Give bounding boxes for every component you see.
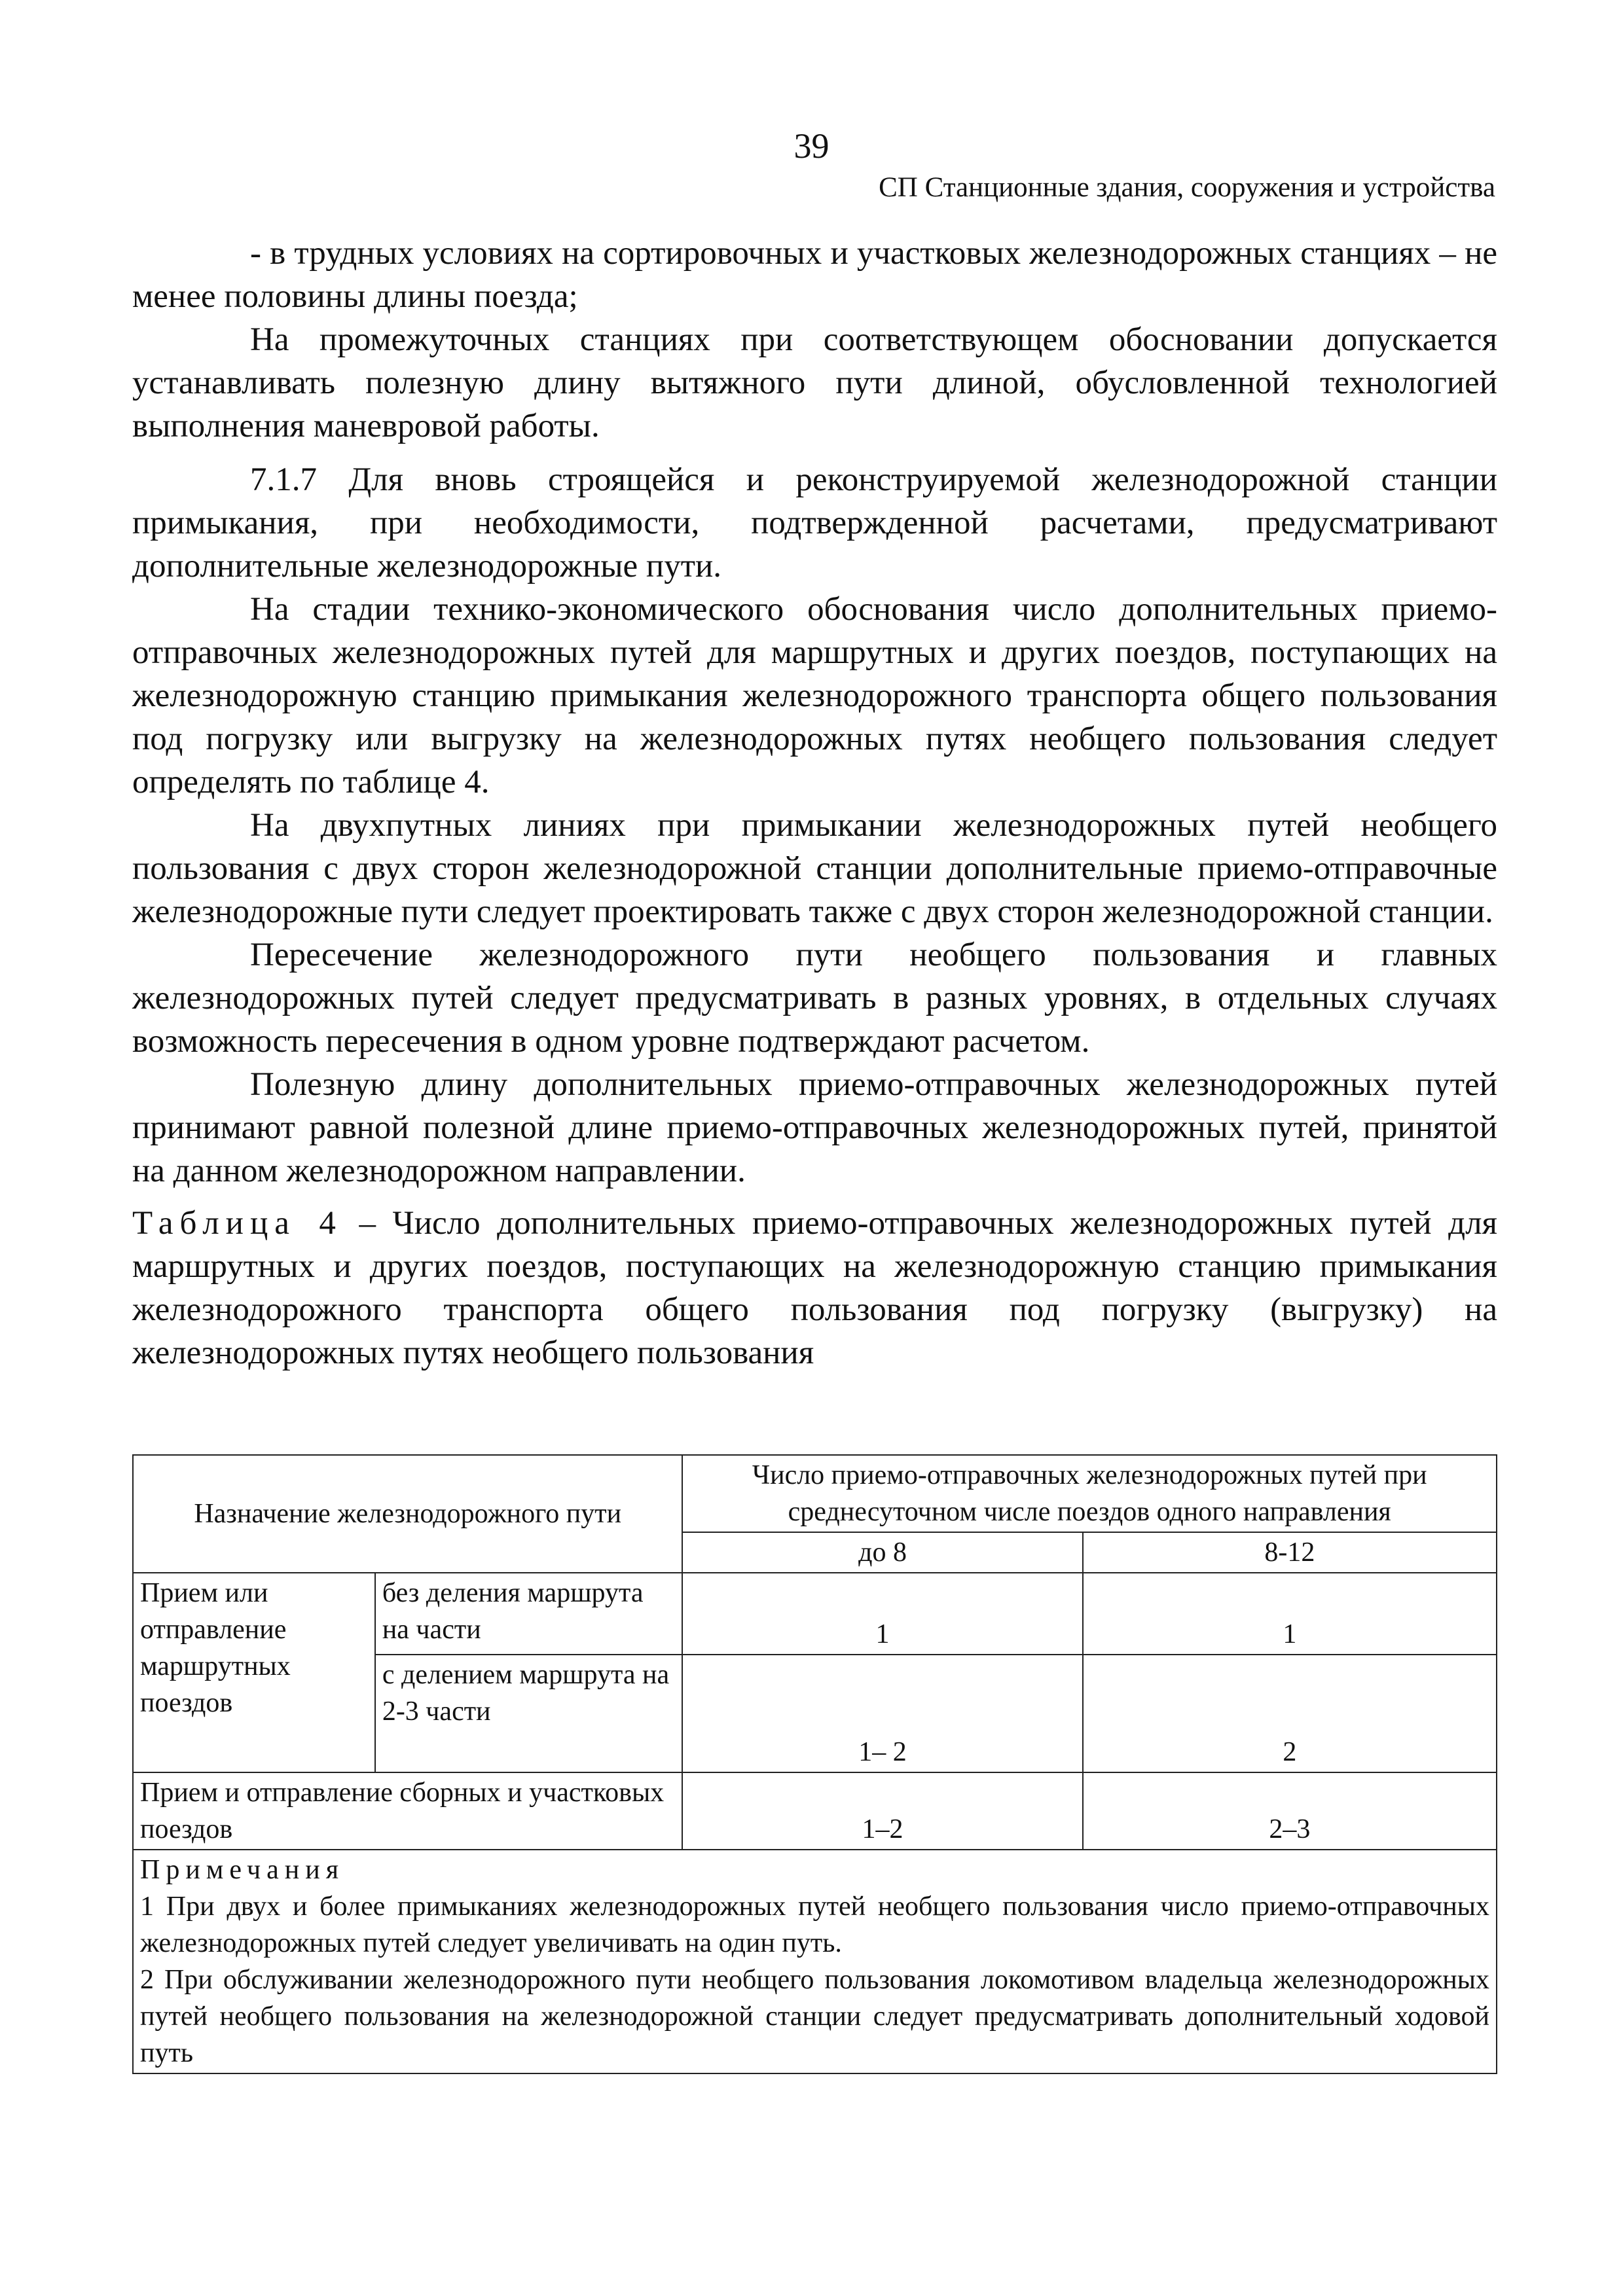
row-label: с делением маршрута на 2-3 части [375,1655,683,1772]
table-caption [132,1202,1497,1374]
table-header-row [133,1455,1497,1532]
note-item: 1 При двух и более примыканиях железнодорожных путей необщего пользования число приемо-отправочных железнодорожных путей следует увеличивать на один путь. [140,1892,1489,1958]
table-row [133,1772,1497,1850]
paragraph: Полезную длину дополнительных приемо-отправочных железнодорожных путей принимают равной полезной длине приемо-отправочных железнодорожных путей, принятой на данном железнодорожном направлении. [132,1066,1497,1189]
cell-value: 1– 2 [682,1655,1082,1772]
cell-value: 1 [682,1573,1082,1655]
notes-title: Примечания [140,1855,345,1885]
table-notes-row [133,1850,1497,2073]
paragraph: На двухпутных линиях при примыкании железнодорожных путей необщего пользования с двух сторон железнодорожной станции дополнительные приемо-отправочные железнодорожные пути следует проектировать также с двух сторон железнодорожной станции. [132,807,1497,930]
table-row [133,1573,1497,1655]
paragraph: - в трудных условиях на сортировочных и участковых железнодорожных станциях – не менее половины длины поезда; [132,235,1497,315]
cell-value: 1–2 [682,1772,1082,1850]
note-item: 2 При обслуживании железнодорожного пути необщего пользования локомотивом владельца железнодорожных путей необщего пользования на железнодорожной станции следует предусматривать дополнительный ходовой путь [140,1965,1489,2068]
header-count: Число приемо-отправочных железнодорожных путей при среднесуточном числе поездов одного направления [682,1455,1497,1532]
header-purpose: Назначение железнодорожного пути [133,1455,682,1573]
paragraph: 7.1.7 Для вновь строящейся и реконструируемой железнодорожной станции примыкания, при необходимости, подтвержденной расчетами, предусматривают дополнительные железнодорожные пути. [132,461,1497,584]
body-text [132,232,1497,1374]
table-caption-label: Таблица 4 [132,1205,342,1242]
table-4 [132,1454,1497,2074]
col-header-up-to-8: до 8 [682,1532,1082,1573]
group-label: Прием или отправление маршрутных поездов [133,1573,375,1772]
paragraph: На стадии технико-экономического обоснования число дополнительных приемо-отправочных железнодорожных путей для маршрутных и других поездов, поступающих на железнодорожную станцию примыкания железнодорожного транспорта общего пользования под погрузку или выгрузку на железнодорожных путях необщего пользования следует определять по таблице 4. [132,591,1497,800]
cell-value: 1 [1083,1573,1497,1655]
table-notes [133,1850,1497,2073]
paragraph: Пересечение железнодорожного пути необщего пользования и главных железнодорожных путей следует предусматривать в разных уровнях, в отдельных случаях возможность пересечения в одном уровне подтверждают расчетом. [132,937,1497,1060]
table-caption-text: – Число дополнительных приемо-отправочных железнодорожных путей для маршрутных и других поездов, поступающих на железнодорожную станцию примыкания железнодорожного транспорта общего пользования под погрузку (выгрузку) на железнодорожных путях необщего пользования [132,1205,1498,1371]
cell-value: 2 [1083,1655,1497,1772]
page-number: 39 [793,126,830,166]
running-header: СП Станционные здания, сооружения и устройства [879,172,1495,203]
col-header-8-12: 8-12 [1083,1532,1497,1573]
row-label: Прием и отправление сборных и участковых поездов [133,1772,682,1850]
paragraph: На промежуточных станциях при соответствующем обосновании допускается устанавливать полезную длину вытяжного пути длиной, обусловленной технологией выполнения маневровой работы. [132,321,1497,444]
row-label: без деления маршрута на части [375,1573,683,1655]
cell-value: 2–3 [1083,1772,1497,1850]
